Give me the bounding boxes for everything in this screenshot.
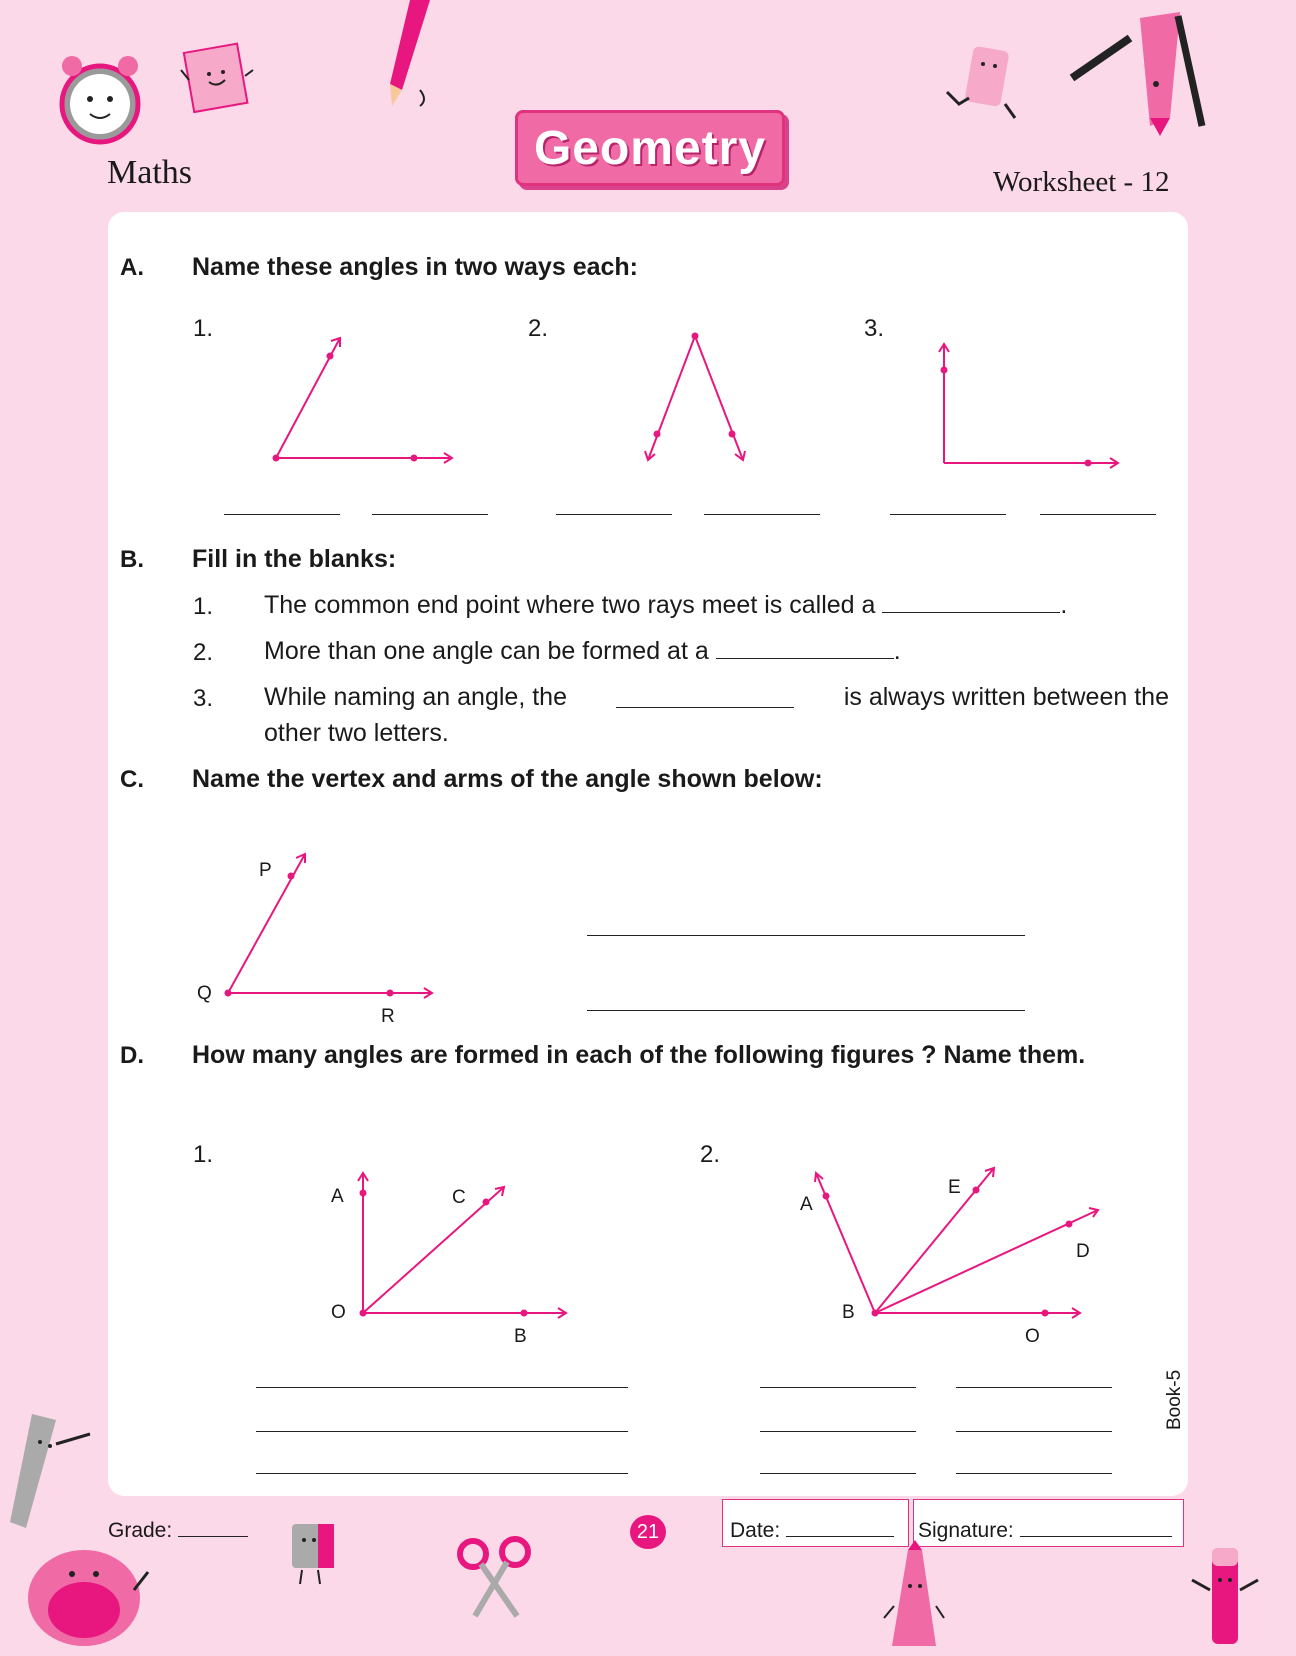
signature-box: [913, 1499, 1184, 1547]
pen-icon: [1190, 1540, 1260, 1650]
date-field: [730, 1519, 894, 1543]
backpack-icon: [22, 1520, 152, 1650]
answer-line-d2-2[interactable]: [956, 1387, 1112, 1388]
grade-label: Grade:: [108, 1519, 173, 1542]
grade-blank[interactable]: [178, 1536, 248, 1537]
answer-line-d1-1[interactable]: [256, 1387, 628, 1388]
answer-line-d1-2[interactable]: [256, 1431, 628, 1432]
section-b-question-2-text: More than one angle can be formed at a: [264, 637, 709, 665]
label-p: P: [259, 860, 272, 881]
signature-blank[interactable]: [1020, 1536, 1172, 1537]
label-d1-o: O: [331, 1302, 346, 1323]
ruler-icon: [10, 1410, 95, 1535]
label-d2-a: A: [800, 1194, 813, 1215]
section-d-num-2: 2.: [700, 1141, 721, 1168]
label-d2-o: O: [1025, 1326, 1040, 1347]
signature-field: [918, 1519, 1172, 1543]
label-r: R: [381, 1006, 395, 1027]
section-b-num-1: 1.: [193, 593, 214, 620]
section-b-letter: B.: [120, 546, 144, 573]
worksheet-label: Worksheet - 12: [993, 166, 1170, 198]
section-b-num-2: 2.: [193, 639, 214, 666]
date-blank[interactable]: [786, 1536, 894, 1537]
page-title: Geometry: [515, 110, 785, 186]
label-q: Q: [197, 983, 212, 1004]
section-b-instruction: Fill in the blanks:: [192, 545, 397, 573]
section-b-question-2-end: .: [893, 637, 901, 665]
answer-line-d2-1[interactable]: [760, 1387, 916, 1388]
section-d-num-1: 1.: [193, 1141, 214, 1168]
label-d2-b: B: [842, 1302, 855, 1323]
label-d2-e: E: [948, 1177, 961, 1198]
answer-line-d2-5[interactable]: [760, 1473, 916, 1474]
section-c-letter: C.: [120, 766, 144, 793]
page-number-badge: 21: [630, 1515, 666, 1549]
section-a-instruction: Name these angles in two ways each:: [192, 253, 638, 281]
date-box: [722, 1499, 909, 1547]
section-a-num-3: 3.: [864, 315, 885, 342]
subject-label: Maths: [107, 154, 192, 191]
signature-label: Signature:: [918, 1519, 1014, 1542]
crayon-icon: [880, 1546, 950, 1654]
section-a-num-1: 1.: [193, 315, 214, 342]
section-d-instruction: How many angles are formed in each of the following figures ? Name them.: [192, 1041, 1086, 1069]
section-a-num-2: 2.: [528, 315, 549, 342]
label-d1-c: C: [452, 1187, 466, 1208]
section-b-num-3: 3.: [193, 685, 214, 712]
section-b-question-3-after: is always written between the: [843, 683, 1169, 711]
book-label: Book-5: [1164, 1369, 1185, 1430]
section-b-question-1-text: The common end point where two rays meet is called a: [264, 591, 876, 619]
sharpener-icon: [284, 1520, 344, 1590]
answer-line-d2-6[interactable]: [956, 1473, 1112, 1474]
label-d1-a: A: [331, 1186, 344, 1207]
section-a-letter: A.: [120, 254, 144, 281]
date-label: Date:: [730, 1519, 781, 1542]
section-c-instruction: Name the vertex and arms of the angle shown below:: [192, 765, 823, 793]
answer-line-d2-4[interactable]: [956, 1431, 1112, 1432]
scissors-icon: [455, 1536, 535, 1620]
label-d1-b: B: [514, 1326, 527, 1347]
section-b-question-1-end: .: [1060, 591, 1068, 619]
section-b-question-3-before: While naming an angle, the: [264, 683, 567, 711]
label-d2-d: D: [1076, 1241, 1090, 1262]
answer-line-d2-3[interactable]: [760, 1431, 916, 1432]
section-b-question-3-line2: other two letters.: [264, 719, 449, 747]
section-d-letter: D.: [120, 1042, 144, 1069]
answer-line-d1-3[interactable]: [256, 1473, 628, 1474]
